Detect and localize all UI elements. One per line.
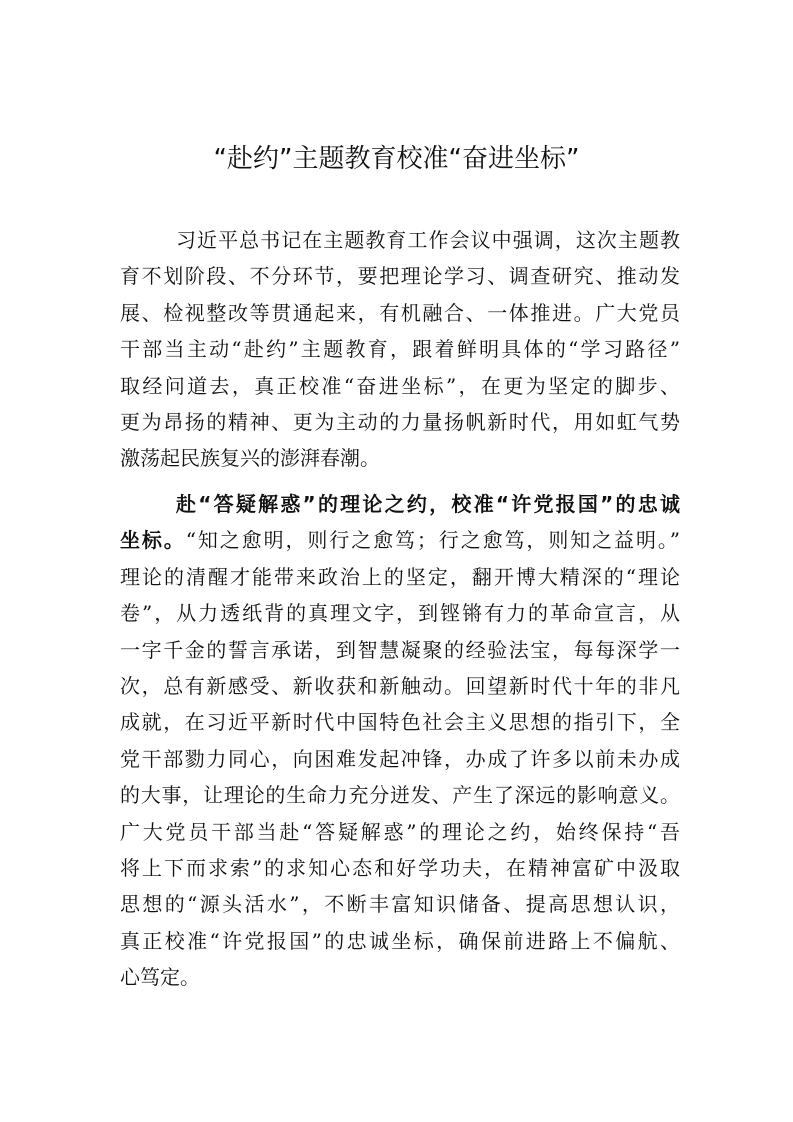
text-line: 更为昂扬的精神、更为主动的力量扬帆新时代，用如虹气势 [120,410,680,435]
text-line: 展、检视整改等贯通起来，有机融合、一体推进。广大党员 [120,300,680,325]
text-line: 取经问道去，真正校准“奋进坐标”，在更为坚定的脚步、 [120,373,680,398]
text-line: 心笃定。 [120,965,200,990]
text-line: 激荡起民族复兴的澎湃春潮。 [120,446,380,471]
text-line: 理论的清醒才能带来政治上的坚定，翻开博大精深的“理论 [120,564,680,589]
document-title: “赴约”主题教育校准“奋进坐标” [213,144,580,174]
text-line: 成就，在习近平新时代中国特色社会主义思想的指引下，全 [120,710,680,735]
text-line: 一字千金的誓言承诺，到智慧凝聚的经验法宝，每每深学一 [120,637,680,662]
text-line: 广大党员干部当赴“答疑解惑”的理论之约，始终保持“吾 [120,819,680,844]
section-heading: 赴“答疑解惑”的理论之约，校准“许党报国”的忠诚 [176,492,680,516]
text-line: 卷”，从力透纸背的真理文字，到铿锵有力的革命宣言，从 [120,601,680,626]
text-line [120,522,680,558]
text-line: 次，总有新感受、新收获和新触动。回望新时代十年的非凡 [120,674,680,699]
text-line: 党干部勠力同心，向困难发起冲锋，办成了许多以前未办成 [120,746,680,771]
paragraph-1 [120,222,680,477]
text-line: 干部当主动“赴约”主题教育，跟着鲜明具体的“学习路径” [120,337,680,362]
text-line: 将上下而求索”的求知心态和好学功夫，在精神富矿中汲取 [120,856,680,881]
quote-text: “知之愈明，则行之愈笃；行之愈笃，则知之益明。” [185,528,680,553]
text-line: 的大事，让理论的生命力充分迸发、产生了深远的影响意义。 [120,783,680,808]
section-heading-end: 坐标。 [120,528,186,553]
text-line: 习近平总书记在主题教育工作会议中强调，这次主题教 [176,228,680,252]
paragraph-2 [120,486,680,996]
text-line: 育不划阶段、不分环节，要把理论学习、调查研究、推动发 [120,264,680,289]
text-line: 真正校准“许党报国”的忠诚坐标，确保前进路上不偏航、 [120,928,680,953]
text-line: 思想的“源头活水”，不断丰富知识储备、提高思想认识， [120,892,680,917]
